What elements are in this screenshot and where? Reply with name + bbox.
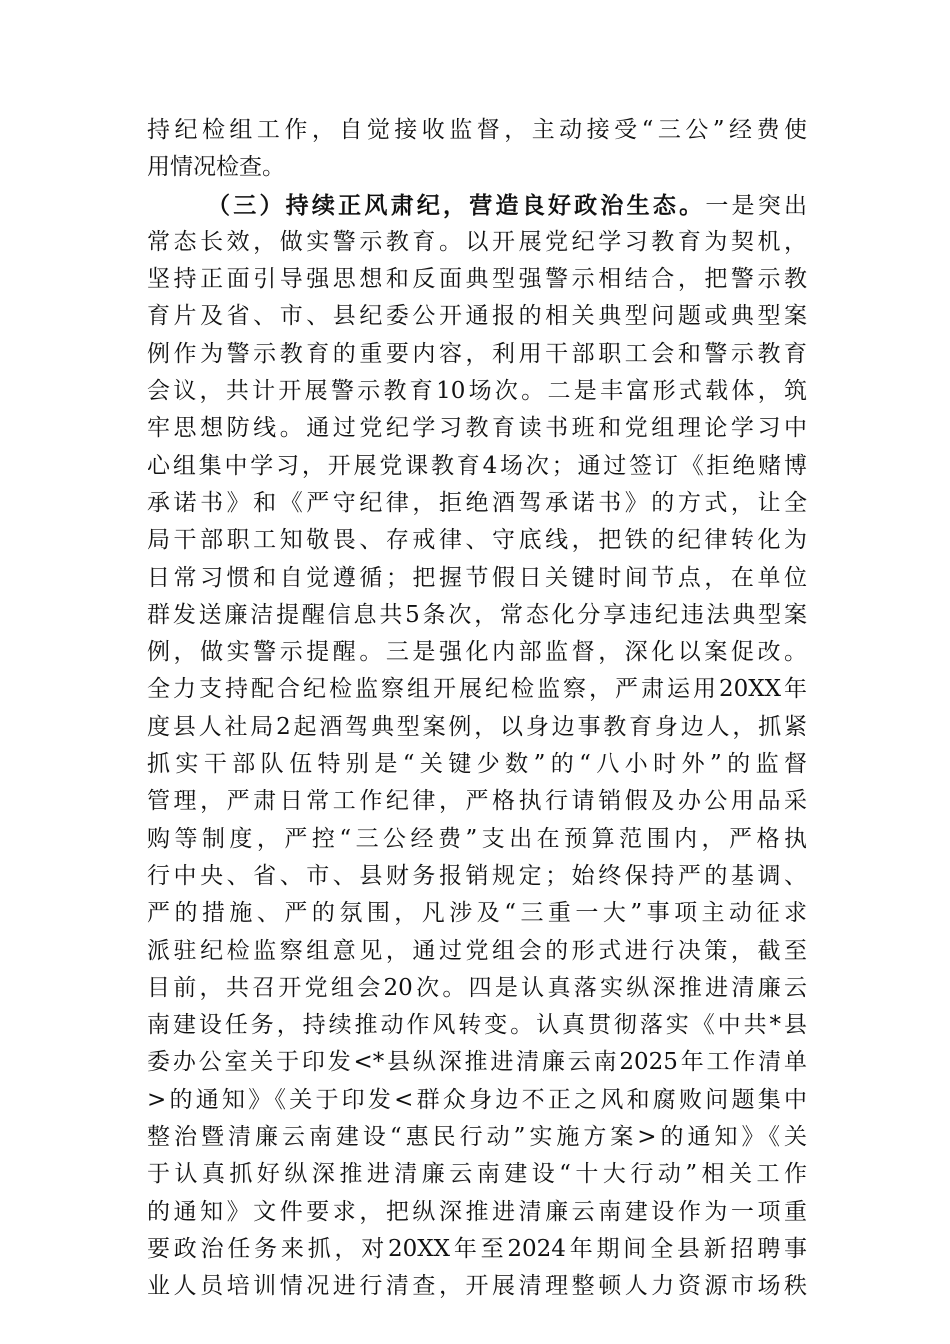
line-text: 派驻纪检监察组意见，通过党组会的形式进行决策，截至 bbox=[147, 937, 807, 964]
text-line bbox=[147, 783, 807, 820]
line-text: 委办公室关于印发<*县纵深推进清廉云南2025年工作清单 bbox=[147, 1049, 807, 1076]
line-text: 牢思想防线。通过党纪学习教育读书班和党组理论学习中 bbox=[147, 415, 807, 442]
text-line bbox=[147, 336, 807, 373]
line-text: 行中央、省、市、县财务报销规定；始终保持严的基调、 bbox=[147, 862, 807, 889]
text-line bbox=[147, 149, 807, 186]
line-text: 日常习惯和自觉遵循；把握节假日关键时间节点，在单位 bbox=[147, 564, 807, 591]
line-text: 于认真抓好纵深推进清廉云南建设“十大行动”相关工作 bbox=[147, 1161, 807, 1188]
text-line bbox=[147, 597, 807, 634]
line-text: 用情况检查。 bbox=[147, 154, 285, 181]
line-text: 一是突出 bbox=[705, 192, 808, 219]
text-line bbox=[147, 1082, 807, 1119]
text-line bbox=[147, 821, 807, 858]
line-text: 要政治任务来抓，对20XX年至2024年期间全县新招聘事 bbox=[147, 1235, 807, 1262]
text-line bbox=[147, 970, 807, 1007]
text-line bbox=[147, 1231, 807, 1268]
text-line bbox=[147, 895, 807, 932]
line-text: 购等制度，严控“三公经费”支出在预算范围内，严格执 bbox=[147, 825, 807, 852]
text-line bbox=[147, 1156, 807, 1193]
text-line bbox=[147, 671, 807, 708]
text-line bbox=[147, 187, 807, 224]
text-line bbox=[147, 634, 807, 671]
line-text: 的通知》文件要求，把纵深推进清廉云南建设作为一项重 bbox=[147, 1198, 807, 1225]
line-text: 抓实干部队伍特别是“关键少数”的“八小时外”的监督 bbox=[147, 751, 807, 778]
text-line bbox=[147, 709, 807, 746]
line-text: 常态长效，做实警示教育。以开展党纪学习教育为契机， bbox=[147, 228, 807, 255]
section-heading: （三）持续正风肃纪，营造良好政治生态。 bbox=[207, 191, 706, 219]
text-line bbox=[147, 485, 807, 522]
body-text bbox=[147, 112, 807, 1306]
line-text: 持纪检组工作，自觉接收监督，主动接受“三公”经费使 bbox=[147, 117, 807, 143]
line-text: 例，做实警示提醒。三是强化内部监督，深化以案促改。 bbox=[147, 639, 807, 666]
text-line bbox=[147, 746, 807, 783]
line-text: 例作为警示教育的重要内容，利用干部职工会和警示教育 bbox=[147, 340, 807, 367]
line-text: 承诺书》和《严守纪律，拒绝酒驾承诺书》的方式，让全 bbox=[147, 489, 807, 516]
text-line bbox=[147, 448, 807, 485]
line-text: 会议，共计开展警示教育10场次。二是丰富形式载体，筑 bbox=[147, 378, 807, 405]
text-line bbox=[147, 933, 807, 970]
text-line bbox=[147, 298, 807, 335]
text-line bbox=[147, 1007, 807, 1044]
line-text: 群发送廉洁提醒信息共5条次，常态化分享违纪违法典型案 bbox=[147, 601, 807, 628]
line-text: 坚持正面引导强思想和反面典型强警示相结合，把警示教 bbox=[147, 266, 807, 293]
text-line bbox=[147, 1044, 807, 1081]
text-line bbox=[147, 112, 807, 149]
line-text: 南建设任务，持续推动作风转变。认真贯彻落实《中共*县 bbox=[147, 1012, 807, 1039]
text-line bbox=[147, 560, 807, 597]
line-text: 管理，严肃日常工作纪律，严格执行请销假及办公用品采 bbox=[147, 788, 807, 815]
line-text: 整治暨清廉云南建设“惠民行动”实施方案>的通知》《关 bbox=[147, 1124, 807, 1151]
line-text: 度县人社局2起酒驾典型案例，以身边事教育身边人，抓紧 bbox=[147, 713, 807, 740]
text-line bbox=[147, 224, 807, 261]
text-line bbox=[147, 261, 807, 298]
line-text: 育片及省、市、县纪委公开通报的相关典型问题或典型案 bbox=[147, 303, 807, 330]
text-line bbox=[147, 410, 807, 447]
line-text: 全力支持配合纪检监察组开展纪检监察，严肃运用20XX年 bbox=[147, 676, 807, 703]
text-line bbox=[147, 1119, 807, 1156]
text-line bbox=[147, 373, 807, 410]
text-line bbox=[147, 1194, 807, 1231]
text-line bbox=[147, 522, 807, 559]
line-text: 严的措施、严的氛围，凡涉及“三重一大”事项主动征求 bbox=[147, 900, 807, 927]
line-text: 心组集中学习，开展党课教育4场次；通过签订《拒绝赌博 bbox=[147, 452, 807, 479]
text-line bbox=[147, 858, 807, 895]
line-text: 局干部职工知敬畏、存戒律、守底线，把铁的纪律转化为 bbox=[147, 527, 807, 554]
line-text: 目前，共召开党组会20次。四是认真落实纵深推进清廉云 bbox=[147, 974, 807, 1001]
text-line bbox=[147, 1268, 807, 1305]
line-text: >的通知》《关于印发<群众身边不正之风和腐败问题集中 bbox=[147, 1086, 807, 1113]
line-text: 业人员培训情况进行清查，开展清理整顿人力资源市场秩 bbox=[147, 1273, 807, 1300]
